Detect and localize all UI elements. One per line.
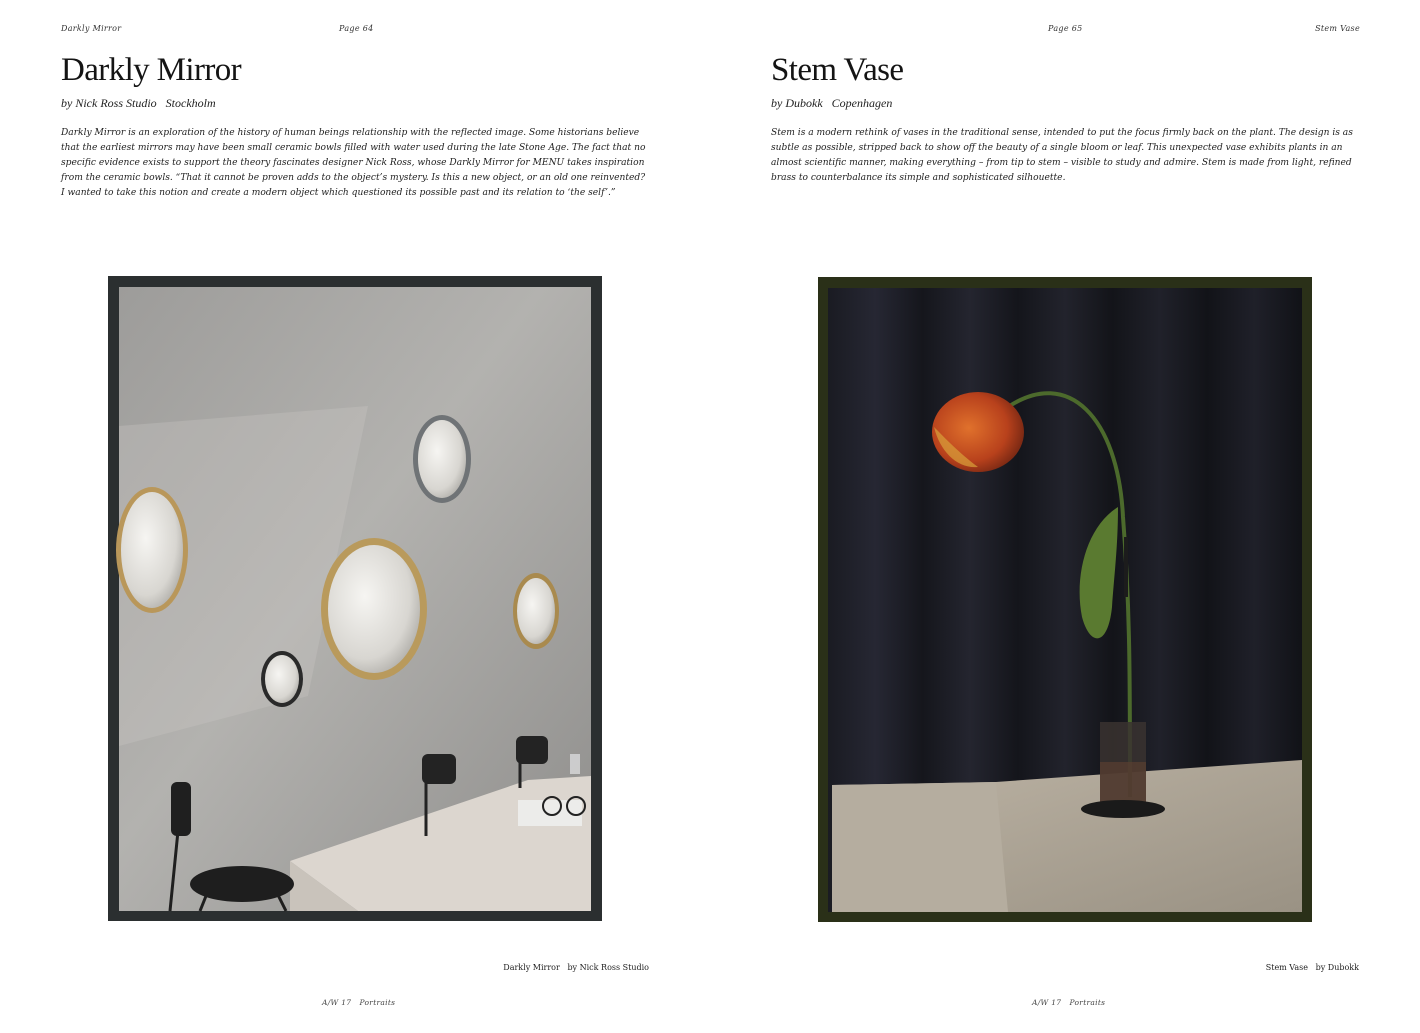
body-line: Stem is a modern rethink of vases in the traditional sense, intended to put the focus firmly back on the plant. The design is as <box>771 128 1353 138</box>
article-title: Stem Vase <box>771 52 904 88</box>
photo-caption <box>1266 963 1359 972</box>
mirror-photo-illustration <box>108 276 602 921</box>
vase-base <box>1081 800 1165 818</box>
folio-issue: A/W 17 <box>1032 998 1062 1007</box>
tulip-flower <box>932 392 1024 472</box>
folio-issue: A/W 17 <box>322 998 352 1007</box>
page-number: Page 64 <box>339 24 374 33</box>
folio <box>322 998 395 1007</box>
mirror-photo <box>108 276 602 921</box>
body-line: almost scientific manner, making everything – from tip to stem – visible to study and admire. Stem is made from light, refined <box>771 157 1352 168</box>
byline-city: Copenhagen <box>831 96 893 110</box>
byline <box>61 96 216 111</box>
books <box>518 800 582 826</box>
body-paragraph <box>61 126 661 201</box>
vase-photo-illustration <box>818 277 1312 922</box>
running-head: Darkly Mirror <box>61 24 122 33</box>
caption-designer: by Dubokk <box>1315 963 1359 972</box>
right-page <box>710 0 1420 1033</box>
running-head: Stem Vase <box>1315 24 1360 33</box>
body-line: I wanted to take this notion and create a modern object which questioned its possible past and its relation to ‘the self’.” <box>61 187 616 198</box>
folio-section: Portraits <box>359 998 396 1007</box>
chair <box>171 782 191 836</box>
folio-section: Portraits <box>1069 998 1106 1007</box>
vase-photo <box>818 277 1312 922</box>
caption-product: Stem Vase <box>1265 963 1308 972</box>
byline-designer: by Dubokk <box>771 96 823 110</box>
byline-city: Stockholm <box>165 96 216 110</box>
body-line: brass to counterbalance its simple and sophisticated silhouette. <box>771 172 1066 183</box>
caption-designer: by Nick Ross Studio <box>567 963 649 972</box>
body-paragraph <box>771 126 1371 186</box>
photo-caption <box>503 963 649 972</box>
folio <box>1032 998 1105 1007</box>
byline-designer: by Nick Ross Studio <box>61 96 157 110</box>
page-number: Page 65 <box>1048 24 1083 33</box>
body-line: that the earliest mirrors may have been small ceramic bowls filled with water used during the late Stone Age. The fact that no <box>61 142 646 153</box>
body-line: Darkly Mirror is an exploration of the history of human beings relationship with the reflected image. Some historians believe <box>61 128 640 138</box>
body-line: subtle as possible, stripped back to show off the beauty of a single bloom or leaf. This unexpected vase exhibits plants in an <box>771 142 1343 153</box>
chair <box>422 754 456 784</box>
article-title: Darkly Mirror <box>61 52 242 88</box>
byline <box>771 96 892 111</box>
body-line: from the ceramic bowls. “That it cannot be proven adds to the object’s mystery. Is this a new object, or an old one reinvented? <box>61 172 646 183</box>
caption-product: Darkly Mirror <box>503 963 560 972</box>
body-line: specific evidence exists to support the theory fascinates designer Nick Ross, whose Darkly Mirror for MENU takes inspiration <box>61 157 645 168</box>
chair <box>516 736 548 764</box>
